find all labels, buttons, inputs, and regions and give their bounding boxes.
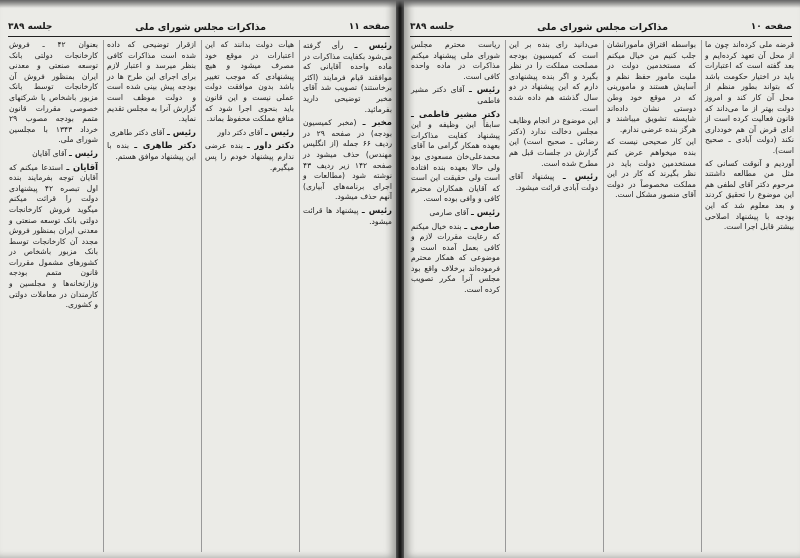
speaker-name: دکتر طاهری ـ: [134, 140, 196, 151]
paragraph: [9, 162, 98, 311]
left-page-columns: [6, 40, 392, 552]
paragraph-text: پیشنهاد آقای دولت آبادی قرائت میشود.: [509, 172, 598, 192]
speaker-name: رئیس ـ: [68, 147, 98, 158]
paragraph: [205, 140, 294, 173]
paragraph: [411, 221, 500, 296]
speaker-name: رئیس ـ: [562, 171, 598, 182]
left-page-title: مذاکرات مجلس شورای ملی: [135, 21, 267, 33]
right-page-session: جلسه ۳۸۹: [410, 22, 455, 32]
paragraph: [607, 40, 696, 135]
paragraph-text: آقای آقایان: [32, 148, 67, 158]
text-column: [408, 40, 500, 552]
paragraph-text: رأی گرفته می‌شود بکفایت مذاکرات در ماده واحده آقایانی که موافقند قیام فرمایند (اکثر برخاستند) تصویب شد آقای مخبر توضیحی دارید بفرمائید.: [303, 41, 392, 114]
paragraph: [205, 127, 294, 139]
speaker-name: رئیس ـ: [469, 84, 500, 95]
paragraph: [107, 140, 196, 162]
paragraph: [509, 171, 598, 193]
speaker-name: دکتر داور ـ: [247, 140, 294, 151]
text-column: [299, 40, 392, 552]
left-page-header: [8, 20, 390, 37]
text-column: [505, 40, 598, 552]
left-page-number: صفحه ۱۱: [348, 22, 390, 32]
paragraph-text: بنده خیال میکنم که رعایت مقررات لازم و کافی بعمل آمده است و موضوعی که همکار محترم فرموده‌اند برخلاف واقع بود مجلس آنرا مکرر تصویب کرده است.: [411, 221, 500, 295]
right-page-header: [410, 20, 792, 37]
speaker-name: دکتر مشیر فاطمی ـ: [411, 108, 500, 119]
paragraph-text: قرضه ملی کرده‌اند چون ما از محل آن تعهد کرده‌ایم و بعد گفته است که اعتبارات باید در اختیار حکومت باشد که بتواند بطور منظم از محل آن کار کند و امروز دولت بهتر از ما می‌داند که قانون فعالیت کرده است از ادای قرض آن هم خودداری نکند (دولت آبادی ـ صحیح است).: [705, 40, 794, 155]
paragraph: [107, 127, 196, 139]
paragraph: [705, 40, 794, 157]
speaker-name: رئیس ـ: [354, 40, 392, 50]
paragraph-text: آقای دکتر داور: [217, 127, 263, 137]
paragraph: [509, 116, 598, 169]
paragraph: [9, 40, 98, 146]
paragraph-text: استدعا میکنم که آقایان توجه بفرمایند بنده اول تبصره ۴۲ پیشنهادی دولت را قرائت میکنم میگوید فروش کارخانجات دولتی بانک توسعه صنعتی و معدنی ایران بمنظور فروش مجدد آن کارخانجات توسط بانک مزبور باشخاص در کشورهای مشمول مقررات قانون متمم بودجه وزارتخانه‌ها و مجلسین و کارمندان در معاملات دولتی و کشوری.: [9, 162, 98, 310]
right-page-number: صفحه ۱۰: [750, 22, 792, 32]
text-column: [103, 40, 196, 552]
paragraph-text: (مخبر کمیسیون بودجه) در صفحه ۲۹ در ردیف ۶۶ جمله (از انگلیس مهندس) حذف میشود در صفحه ۱۴۲ زیر ردیف ۴۳ نوشته شود (مطالعات و اجرای برنامه‌های آبیاری) آنهم حذف میشود.: [303, 118, 392, 202]
paragraph-text: آوردیم و آنوقت کسانی که مثل من مطالعه داشتند مرحوم دکتر آقای لطفی هم این موضوع را تحقیق کردند و بعد معلوم شد که این بودجه با پیشنهاد اصلاحی بیشتر قابل اجرا است.: [705, 158, 794, 232]
paragraph: [107, 40, 196, 125]
paragraph-text: آقای دکتر مشیر فاطمی: [411, 85, 500, 105]
paragraph-text: می‌دانید رای بنده بر این است که کمیسیون بودجه مصلحت مملکت را در نظر بگیرد و اگر بنده پیشنهادی دارم که این پیشنهاد در دو سال گذشته هم داده شده است.: [509, 40, 598, 113]
paragraph-text: بنده با این پیشنهاد موافق هستم.: [107, 141, 196, 161]
scan-shadow: [0, 0, 800, 8]
text-column: [6, 40, 98, 552]
text-column: [701, 40, 794, 552]
left-page: [0, 0, 398, 558]
paragraph: [705, 159, 794, 233]
speaker-name: رئیس ـ: [264, 126, 294, 137]
paragraph-text: بنده عرضی ندارم پیشنهاد خودم را پس میگیرم.: [205, 141, 294, 172]
right-page: [402, 0, 800, 558]
paragraph-text: ازقرار توضیحی که داده شده است مذاکرات کافی بنظر میرسد و اعتبار لازم برای اجرای این طرح ها در بودجه پیش بینی شده است و دولت موظف است گزارش آنرا به مجلس تقدیم نماید.: [107, 40, 196, 124]
paragraph-text: هیأت دولت بدانند که این اعتبارات در موقع خود مصرف میشود و هیچ پیشنهادی که موجب تغییر باشد بدون موافقت دولت عملی نیست و این قانون باید بنحوی اجرا شود که منافع مملکت محفوظ بماند.: [205, 40, 294, 124]
paragraph: [303, 117, 392, 203]
paragraph: [9, 148, 98, 160]
paragraph-text: این کار صحیحی نیست که بنده میخواهم عرض کنم مستخدمین دولت باید در نظر بگیرند که کار در این مملکت مخصوصاً در دولت آقای منصور مشکل است.: [607, 137, 696, 200]
paragraph-text: بعنوان ۴۲ ـ فروش کارخانجات دولتی بانک توسعه صنعتی و معدنی ایران بمنظور فروش آن کارخانجات توسط بانک مزبور باشخاص یا شرکتهای خصوصی مقررات قانون متمم بودجه مصوب ۲۹ خرداد ۱۳۴۳ با مجلسین شورای ملی.: [9, 40, 98, 145]
right-page-title: مذاکرات مجلس شورای ملی: [537, 21, 669, 33]
text-column: [201, 40, 294, 552]
speaker-name: صارمی ـ: [464, 220, 500, 231]
paragraph: [509, 40, 598, 114]
paragraph-text: بواسطه اقتراق مأمورانشان جلب کنیم من خیال میکنم که مستخدمین دولت در ملیت مامور حفظ نظم و آسایش هستند و مامورینی که در موقع خود وطن دوستی نشان داده‌اند شایسته تشویق میباشند و هرگز بنده عرضی ندارم.: [607, 40, 696, 134]
right-page-columns: [408, 40, 794, 552]
paragraph-text: ریاست محترم مجلس شورای ملی پیشنهاد میکنم مذاکرات در ماده واحده کافی است.: [411, 40, 500, 81]
paragraph-text: آقای صارمی: [429, 207, 469, 217]
page-fold: [396, 0, 404, 558]
left-page-session: جلسه ۳۸۹: [8, 22, 53, 32]
speaker-name: آقایان ـ: [66, 161, 98, 172]
paragraph-text: آقای دکتر طاهری: [109, 127, 165, 137]
text-column: [603, 40, 696, 552]
paragraph: [411, 40, 500, 82]
speaker-name: رئیس ـ: [361, 204, 392, 215]
speaker-name: رئیس ـ: [166, 126, 196, 137]
paragraph: [411, 84, 500, 106]
paragraph-text: این موضوع در انجام وظایف مجلس دخالت ندارد (دکتر رضائی ـ صحیح است) این گزارش در جلسات قبل هم مطرح شده است.: [509, 116, 598, 168]
speaker-name: رئیس ـ: [470, 206, 500, 217]
paragraph: [607, 137, 696, 201]
paragraph: [303, 205, 392, 227]
speaker-name: مخبر ـ: [362, 117, 392, 128]
paragraph-text: سابقاً این وظیفه و این پیشنهاد کفایت مذاکرات بعهده همکار گرامی ما آقای محمدعلی‌خان مسعودی بود ولی حالا بعهده بنده افتاده است ولی حقیقت این است که آقایان همکاران محترم کافی و وافی بوده است.: [411, 120, 500, 204]
paragraph: [411, 207, 500, 219]
paragraph-text: پیشنهاد ها قرائت میشود.: [303, 205, 392, 226]
paragraph: [303, 40, 392, 115]
paragraph: [411, 109, 500, 205]
paragraph: [205, 40, 294, 125]
